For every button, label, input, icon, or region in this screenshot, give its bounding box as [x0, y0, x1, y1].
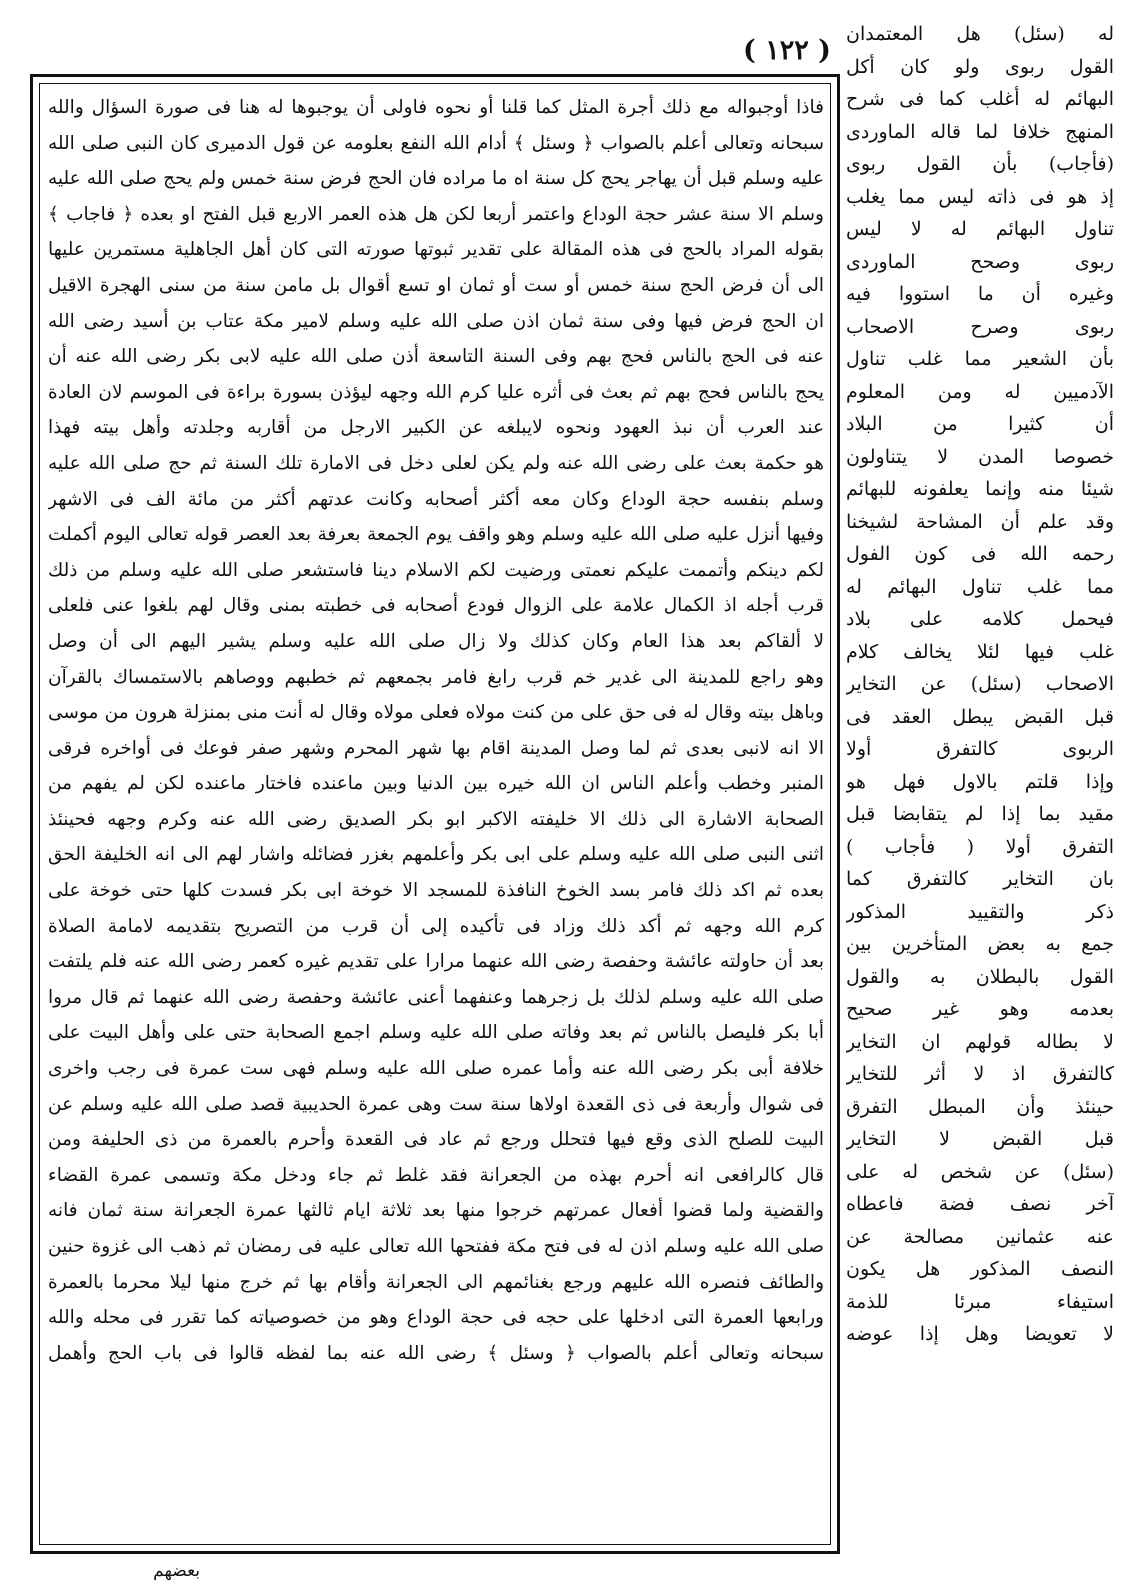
- margin-text-line: التفرق أولا ( فأجاب ): [846, 835, 1114, 858]
- margin-text-line: أن كثيرا من البلاد: [846, 413, 1114, 435]
- main-text-block: [48, 90, 824, 1542]
- main-text-line: هو حكمة بعث على رضى الله عنه ولم يكن لعلى دخل فى الامارة تلك السنة ثم حج صلى الله عليه: [48, 452, 824, 474]
- margin-text-line: إذ هو فى ذاته ليس مما يغلب: [846, 185, 1114, 208]
- main-text-line: قرب أجله اذ الكمال علامة على الزوال فودع أصحابه فى خطبته بمنى وقال لهم بلغوا عنى فلعلى: [48, 595, 824, 617]
- main-text-line: أبا بكر فليصل بالناس ثم بعد وفاته صلى الله عليه وسلم اجمع الصحابة حتى على وأهل البيت على: [48, 1022, 824, 1044]
- main-text-line: بقوله المراد بالحج فى هذه المقالة على تقدير ثبوتها صورته التى كان أهل الجاهلية مستمرين عليها: [48, 239, 824, 261]
- main-text-line: خلافة أبى بكر رضى الله عنه وأما عمره صلى الله عليه وسلم فهى ست عمرة فى رجب واخرى: [48, 1058, 824, 1080]
- margin-text-line: استيفاء مبرئا للذمة: [846, 1290, 1114, 1313]
- margin-text-line: رحمه الله فى كون الفول: [846, 543, 1114, 565]
- main-text-line: ورابعها العمرة التى ادخلها على حجه فى حجة الوداع وهو من خصوصياته كما تقرر فى محله والله: [48, 1307, 824, 1329]
- margin-text-line: [846, 1351, 1114, 1384]
- main-text-line: كرم الله وجهه ثم أكد ذلك وزاد فى تأكيده إلى أن قرب من التصريح بتقديمه لامامة الصلاة: [48, 915, 824, 937]
- main-text-line: وسلم الا سنة عشر حجة الوداع واعتمر أربعا لكن هل هذه العمر الاربع قبل الفتح او بعده ﴿ فاجاب ﴾: [48, 203, 824, 225]
- margin-text-line: جمع به بعض المتأخرين بين: [846, 933, 1114, 955]
- margin-text-line: كالتفرق اذ لا أثر للتخاير: [846, 1063, 1114, 1085]
- main-text-line: صلى الله عليه وسلم اذن له فى فتح مكة ففتحها الله تعالى عليه فى رمضان ثم ذهب الى غزوة حنين: [48, 1236, 824, 1257]
- margin-text-line: قبل القبض لا التخاير: [846, 1128, 1114, 1150]
- main-text-line: بعد أن حاولته عائشة وحفصة رضى الله عنهما مرارا على تقديم غيره كعمر رضى الله عنه فلم يلتفت: [48, 951, 824, 973]
- main-text-line: ان الحج فرض فيها وفى سنة ثمان اذن صلى الله عليه وسلم لامير مكة عتاب بن أسيد رضى الله: [48, 310, 824, 332]
- margin-text-line: وإذا قلتم بالاول فهل هو: [846, 770, 1114, 793]
- margin-text-line: بأن الشعير مما غلب تناول: [846, 348, 1114, 370]
- margin-text-line: ذكر والتقييد المذكور: [846, 900, 1114, 923]
- main-text-line: يحج بالناس فحج بهم ثم بعث فى أثره عليا كرم الله وجهه ليؤذن بسورة براءة فى الموسم لان العادة: [48, 381, 824, 403]
- margin-text-line: الاصحاب (سئل) عن التخاير: [846, 673, 1114, 695]
- margin-text-line: ربوى وصحح الماوردى: [846, 250, 1114, 273]
- main-text-line: المنبر وخطب وأعلم الناس ان الله خيره بين الدنيا وبين ماعنده فاختار ماعنده لكن لم يفهم من: [48, 773, 824, 795]
- margin-text-line: له (سئل) هل المعتمدان: [846, 23, 1114, 45]
- margin-text-line: لا بطاله قولهم ان التخاير: [846, 1030, 1114, 1053]
- main-text-line: قال كالرافعى انه أحرم بهذه من الجعرانة فقد غلط ثم جاء ودخل مكة وتسمى عمرة القضاء: [48, 1164, 824, 1186]
- margin-text-line: وقد علم أن المشاحة لشيخنا: [846, 510, 1114, 533]
- margin-text-line: عنه عثمانين مصالحة عن: [846, 1225, 1114, 1248]
- margin-text-line: القول بالبطلان به والقول: [846, 965, 1114, 988]
- margin-text-line: الآدميين له ومن المعلوم: [846, 380, 1114, 403]
- main-text-line: وفيها أنزل عليه صلى الله عليه وسلم وهو واقف يوم الجمعة بعرفة بعد العصر قوله تعالى اليوم أكملت: [48, 524, 824, 546]
- margin-text-line: المنهج خلافا لما قاله الماوردى: [846, 120, 1114, 143]
- main-text-line: فاذا أوجبواله مع ذلك أجرة المثل كما قلنا أو نحوه فاولى أن يوجبوها له هنا فى صورة السؤال والله: [48, 97, 824, 118]
- margin-text-line: حينئذ وأن المبطل التفرق: [846, 1095, 1114, 1118]
- margin-text-line: بعدمه وهو غير صحيح: [846, 998, 1114, 1020]
- margin-text-line: آخر نصف فضة فاعطاه: [846, 1193, 1114, 1215]
- main-text-line: عليه وسلم قبل أن يهاجر يحج كل سنة اه ما مراده فان الحج فرض سنة خمس ولم يحج صلى الله عليه: [48, 168, 824, 190]
- main-text-line: لا ألقاكم بعد هذا العام وكان كذلك ولا زال صلى الله عليه وسلم يشير اليهم الى أن وصل: [48, 630, 824, 652]
- margin-text-line: ربوى وصرح الاصحاب: [846, 315, 1114, 338]
- margin-text-line: القول ربوى ولو كان أكل: [846, 55, 1114, 78]
- margin-text-line: فيحمل كلامه على بلاد: [846, 608, 1114, 630]
- main-text-line: والقضية ولما قضوا أفعال عمرتهم خرجوا منها بعد ثلاثة ايام ثالثها عمرة الجعرانة سنة ثمان فانه: [48, 1200, 824, 1222]
- margin-text-line: مما غلب تناول البهائم له: [846, 575, 1114, 598]
- main-text-line: عنه فى الحج بالناس فحج بهم وفى السنة التاسعة أذن صلى الله عليه لابى بكر رضى الله عنه أن: [48, 346, 824, 368]
- margin-text-line: غلب فيها لئلا يخالف كلام: [846, 640, 1114, 663]
- main-text-line: اثنى النبى صلى الله عليه وسلم على ابى بكر وأعلمهم بغزر فضائله واشار لهم الى انه الخليفة الحق: [48, 844, 824, 866]
- main-text-line: بعده ثم اكد ذلك فامر بسد الخوخ النافذة للمسجد الا خوخة ابى بكر فسدت كلها حتى خوخة على: [48, 880, 824, 902]
- main-text-line: الى أن فرض الحج سنة خمس أو ست أو ثمان او تسع أقوال بل مامن سنة من سنى الهجرة الاقيل: [48, 274, 824, 296]
- main-text-line: سبحانه وتعالى أعلم بالصواب ﴿ وسئل ﴾ أدام الله النفع بعلومه عن قول الدميرى كان النبى صلى الله: [48, 132, 824, 154]
- main-text-line: وهو راجع للمدينة الى غدير خم قرب رابغ فامر بجمعهم ثم خطبهم ووصاهم بالاستمساك بالقرآن: [48, 666, 824, 688]
- page-number: ( ١٢٢ ): [743, 35, 831, 66]
- main-text-line: عند العرب أن نبذ العهود ونحوه لايبلغه عن الكبير الارجل من أقاربه وجلدته وأهل بيته فهذا: [48, 417, 824, 439]
- main-text-line: وسلم بنفسه حجة الوداع وكان معه أكثر أصحابه وكانت عدتهم أكثر من مائة الف فى الاشهر: [48, 488, 824, 510]
- margin-text-line: وغيره أن ما استووا فيه: [846, 283, 1114, 305]
- catchword: بعضهم: [153, 1561, 200, 1581]
- margin-text-line: لا تعويضا وهل إذا عوضه: [846, 1323, 1114, 1345]
- margin-text-line: النصف المذكور هل يكون: [846, 1258, 1114, 1280]
- margin-text-line: قبل القبض يبطل العقد فى: [846, 705, 1114, 728]
- margin-text-line: (سئل) عن شخص له على: [846, 1160, 1114, 1183]
- main-text-line: الصحابة الاشارة الى ذلك الا خليفته الاكبر ابو بكر الصديق رضى الله عنه وكرم وجهه فحينئذ: [48, 808, 824, 830]
- margin-text-line: بان التخاير كالتفرق كما: [846, 868, 1114, 890]
- margin-text-line: خصوصا المدن لا يتناولون: [846, 445, 1114, 468]
- main-text-line: لكم دينكم وأتممت عليكم نعمتى ورضيت لكم الاسلام دينا فاستشعر صلى الله عليه وسلم من ذلك: [48, 559, 824, 581]
- main-text-line: صلى الله عليه وسلم لذلك بل زجرهما وعنفهما أعنى عائشة وحفصة رضى الله عنهما ثم قال مروا: [48, 986, 824, 1008]
- margin-text-line: تناول البهائم له لا ليس: [846, 218, 1114, 240]
- margin-text-line: البهائم له أغلب كما فى شرح: [846, 88, 1114, 110]
- main-text-line: والطائف فنصره الله عليهم ورجع بغنائمهم الى الجعرانة وأقام بها ثم خرج منها ليلا محرما بالعمرة: [48, 1271, 824, 1293]
- margin-text-line: الربوى كالتفرق أولا: [846, 738, 1114, 760]
- margin-commentary: [846, 18, 1114, 1593]
- main-text-line: سبحانه وتعالى أعلم بالصواب ﴿ وسئل ﴾ رضى الله عنه بما لفظه قالوا فى باب الحج وأهمل: [48, 1342, 824, 1364]
- main-text-line: البيت للصلح الذى وقع فيها فتحلل ورجع ثم عاد فى القعدة وأحرم بالعمرة من ذى الحليفة ومن: [48, 1129, 824, 1151]
- margin-text-line: مقيد بما إذا لم يتقابضا قبل: [846, 803, 1114, 825]
- margin-text-line: (فأجاب) بأن القول ربوى: [846, 153, 1114, 175]
- margin-text-line: شيئا منه وإنما يعلفونه للبهائم: [846, 478, 1114, 500]
- main-text-line: وباهل بيته وقال له فى حق على من كنت مولاه فعلى مولاه وقال له أنت منى بمنزلة هرون من موسى: [48, 702, 824, 724]
- main-text-line: الا انه لانبى بعدى ثم لما وصل المدينة اقام بها شهر المحرم وشهر صفر فوعك فى أواخره فرقى: [48, 737, 824, 759]
- main-text-line: فى شوال وأربعة فى ذى القعدة اولاها سنة ست وهى عمرة الحديبية قصد صلى الله عليه وسلم عن: [48, 1093, 824, 1115]
